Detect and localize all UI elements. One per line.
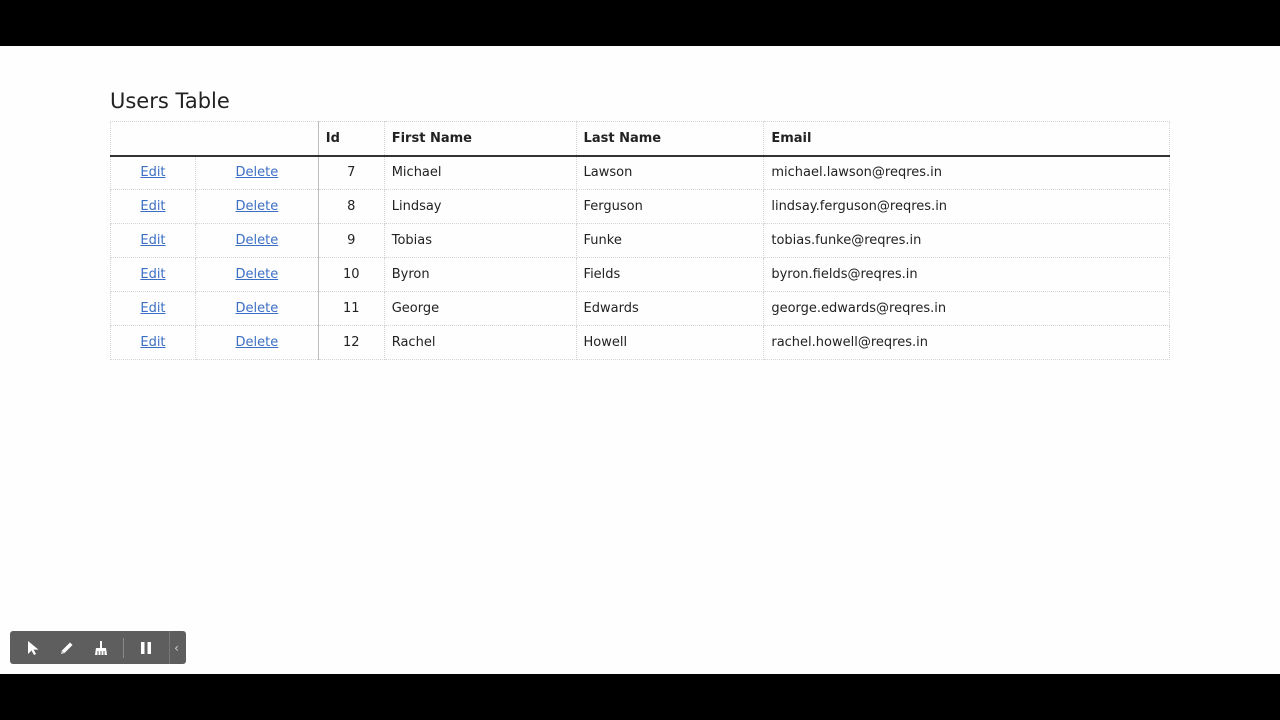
annotation-toolbar xyxy=(10,631,186,664)
letterbox-bottom xyxy=(0,674,1280,720)
cell-id: 10 xyxy=(318,258,384,292)
edit-link[interactable]: Edit xyxy=(140,335,166,350)
pause-button[interactable] xyxy=(129,631,163,664)
cell-first-name: Lindsay xyxy=(384,190,576,224)
users-table xyxy=(110,121,1170,360)
cell-first-name: Tobias xyxy=(384,224,576,258)
column-header-id: Id xyxy=(318,122,384,156)
delete-link[interactable]: Delete xyxy=(235,233,279,248)
pencil-icon xyxy=(59,640,75,656)
cell-id: 11 xyxy=(318,292,384,326)
cell-email: lindsay.ferguson@reqres.in xyxy=(764,190,1170,224)
table-row xyxy=(111,258,1170,292)
table-row xyxy=(111,190,1170,224)
delete-link[interactable]: Delete xyxy=(235,267,279,282)
table-row xyxy=(111,224,1170,258)
pause-icon xyxy=(139,641,153,655)
cell-first-name: Michael xyxy=(384,156,576,190)
cell-id: 7 xyxy=(318,156,384,190)
cell-first-name: George xyxy=(384,292,576,326)
delete-link[interactable]: Delete xyxy=(235,199,279,214)
browser-viewport xyxy=(0,46,1280,674)
delete-link[interactable]: Delete xyxy=(235,335,279,350)
cell-last-name: Lawson xyxy=(576,156,764,190)
cell-last-name: Funke xyxy=(576,224,764,258)
column-header-first-name: First Name xyxy=(384,122,576,156)
pointer-tool-button[interactable] xyxy=(16,631,50,664)
table-row xyxy=(111,156,1170,190)
toolbar-divider xyxy=(123,638,124,658)
column-header-email: Email xyxy=(764,122,1170,156)
eraser-tool-button[interactable] xyxy=(84,631,118,664)
column-header-last-name: Last Name xyxy=(576,122,764,156)
cell-id: 9 xyxy=(318,224,384,258)
cell-email: byron.fields@reqres.in xyxy=(764,258,1170,292)
cell-email: george.edwards@reqres.in xyxy=(764,292,1170,326)
cell-first-name: Byron xyxy=(384,258,576,292)
pointer-icon xyxy=(26,640,40,656)
cell-email: tobias.funke@reqres.in xyxy=(764,224,1170,258)
edit-link[interactable]: Edit xyxy=(140,165,166,181)
page-title: Users Table xyxy=(110,89,230,113)
edit-link[interactable]: Edit xyxy=(140,233,166,248)
pencil-tool-button[interactable] xyxy=(50,631,84,664)
toolbar-collapse-button[interactable] xyxy=(169,631,183,664)
cell-last-name: Howell xyxy=(576,326,764,360)
letterbox-top xyxy=(0,0,1280,46)
delete-link[interactable]: Delete xyxy=(235,165,279,181)
cell-first-name: Rachel xyxy=(384,326,576,360)
cell-last-name: Edwards xyxy=(576,292,764,326)
cell-last-name: Ferguson xyxy=(576,190,764,224)
cell-last-name: Fields xyxy=(576,258,764,292)
table-row xyxy=(111,292,1170,326)
table-header-row xyxy=(111,122,1170,156)
cell-email: michael.lawson@reqres.in xyxy=(764,156,1170,190)
delete-link[interactable]: Delete xyxy=(235,301,279,316)
cell-id: 8 xyxy=(318,190,384,224)
table-row xyxy=(111,326,1170,360)
chevron-left-icon: ‹ xyxy=(174,640,179,655)
column-header-actions xyxy=(111,122,319,156)
eraser-icon xyxy=(93,640,109,656)
edit-link[interactable]: Edit xyxy=(140,199,166,214)
cell-id: 12 xyxy=(318,326,384,360)
edit-link[interactable]: Edit xyxy=(140,301,166,316)
cell-email: rachel.howell@reqres.in xyxy=(764,326,1170,360)
edit-link[interactable]: Edit xyxy=(140,267,166,282)
